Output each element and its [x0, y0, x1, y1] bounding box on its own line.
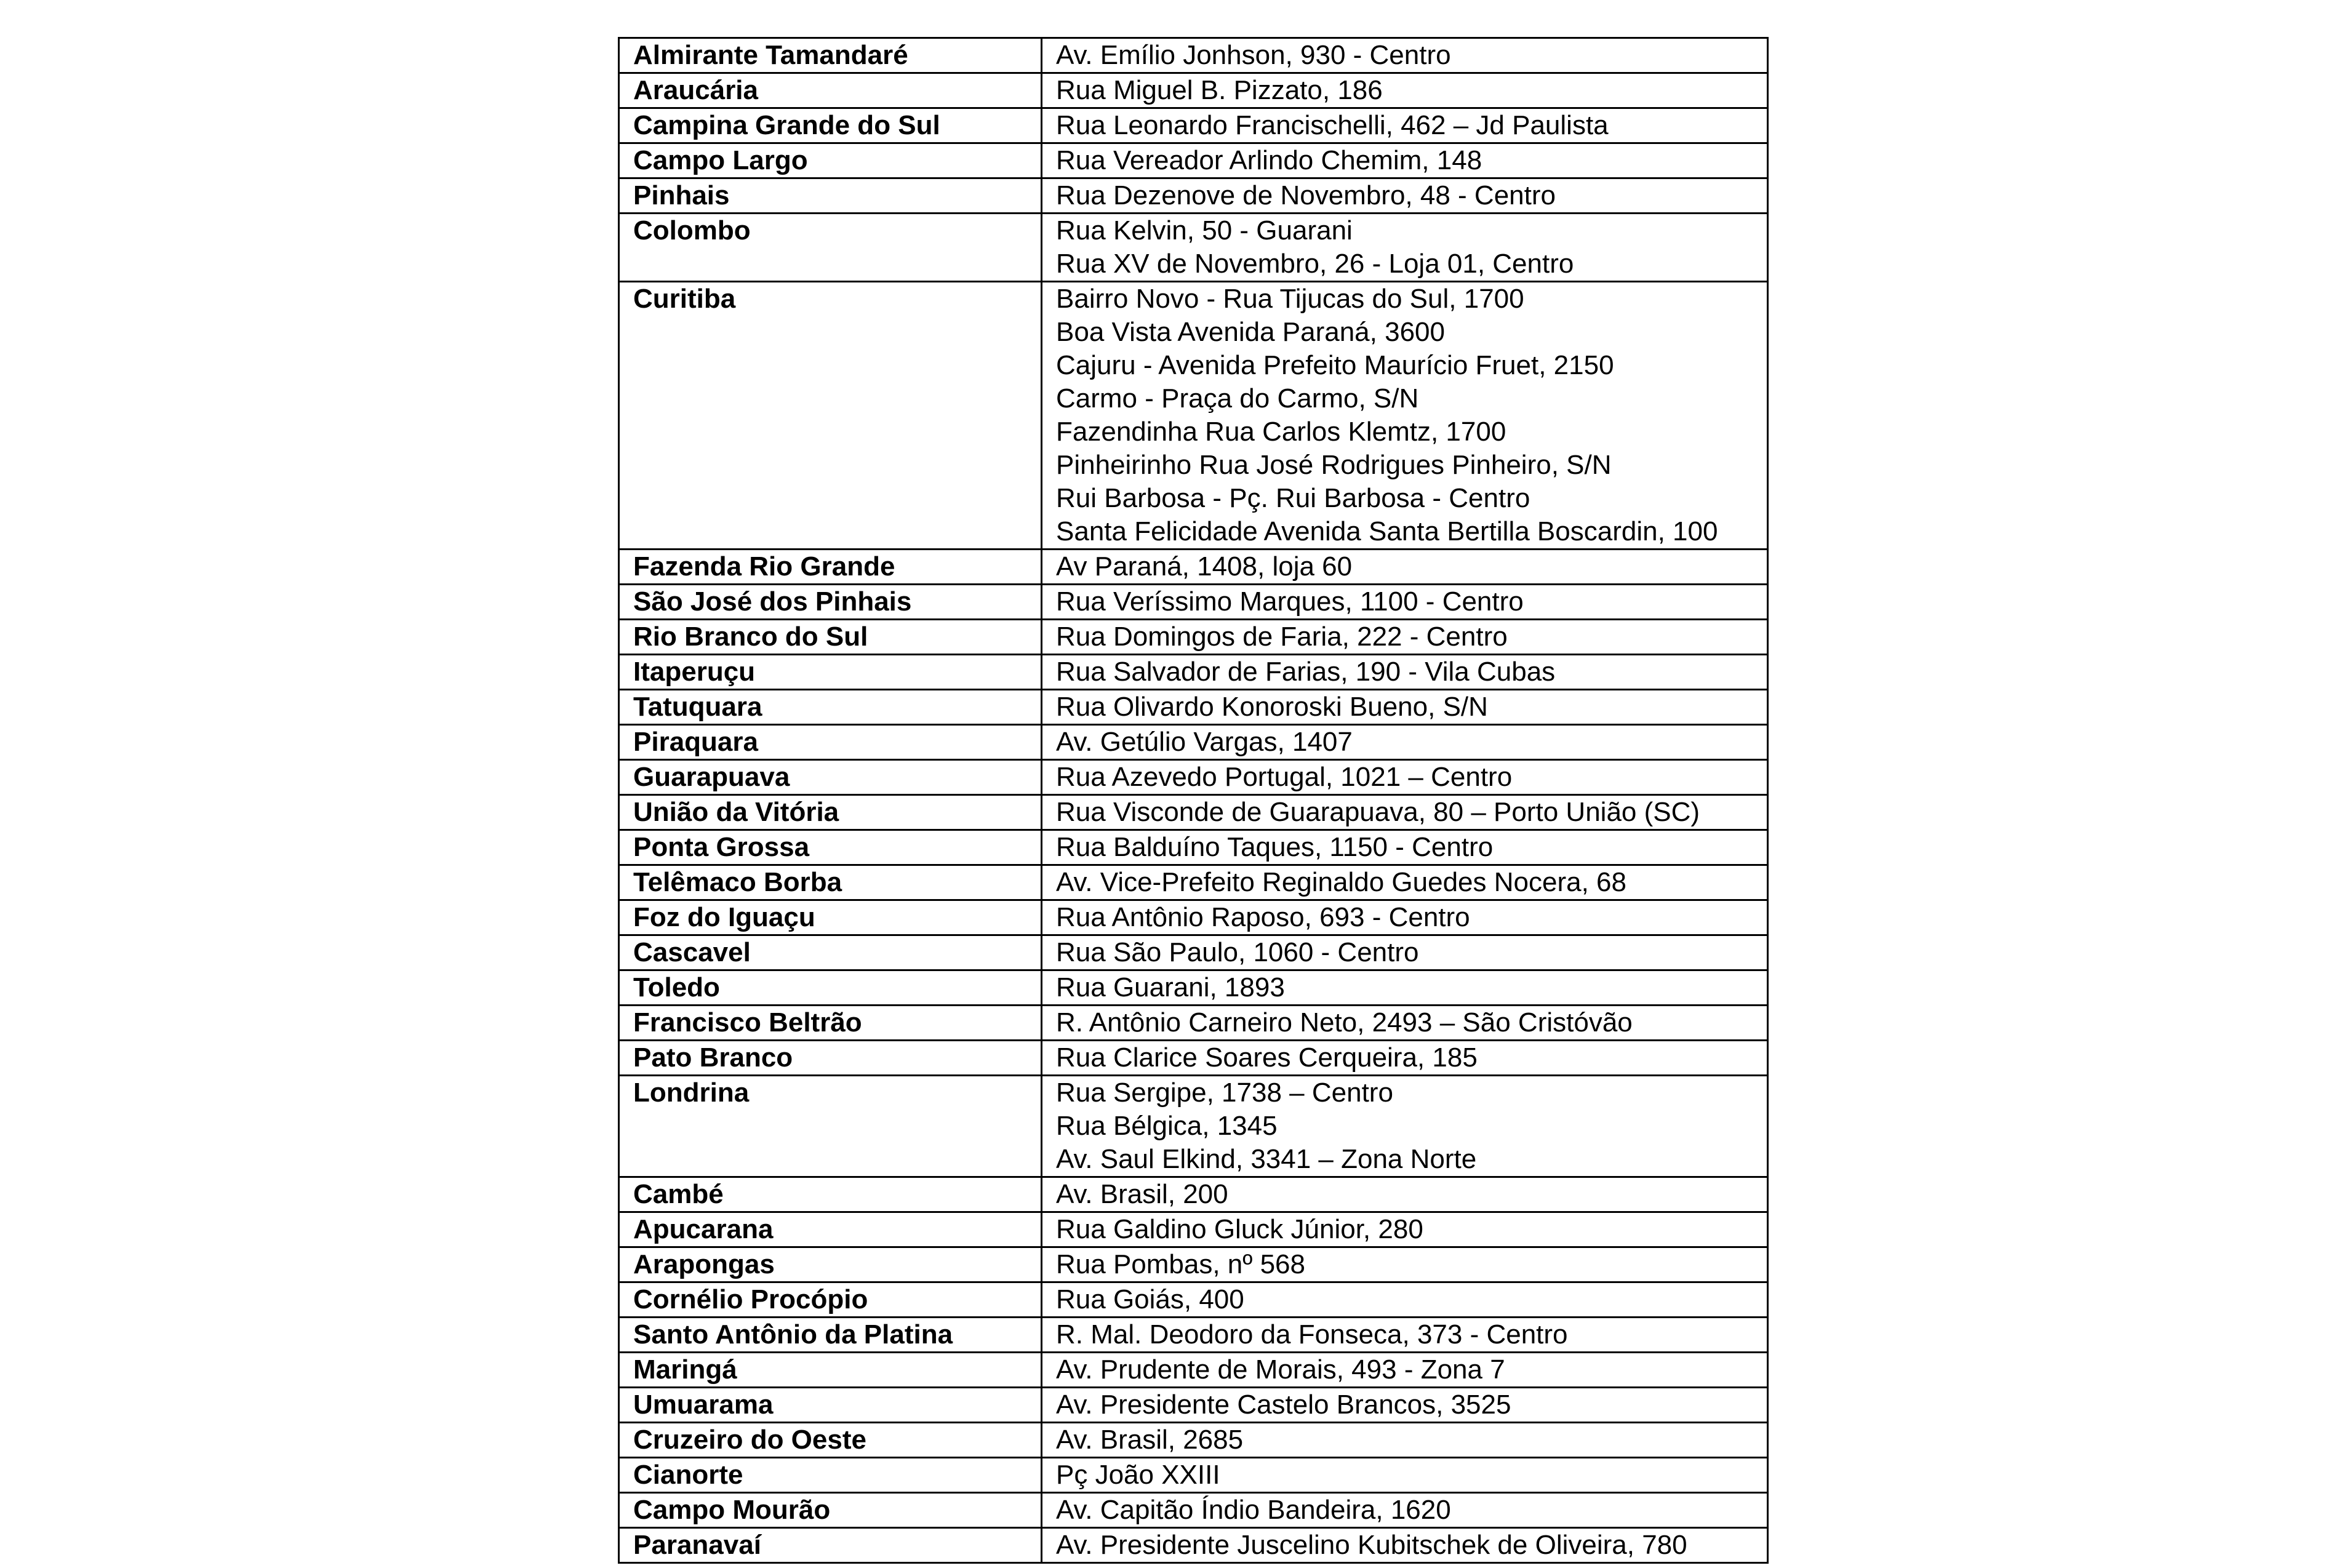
city-cell: Ponta Grossa [619, 830, 1042, 865]
table-row [619, 690, 1768, 725]
address-line: Rua Veríssimo Marques, 1100 - Centro [1056, 586, 1524, 617]
address-line: Rua Balduíno Taques, 1150 - Centro [1056, 832, 1494, 862]
table-row [619, 550, 1768, 585]
table-row [619, 1076, 1768, 1177]
city-cell: Tatuquara [619, 690, 1042, 725]
city-cell: Colombo [619, 214, 1042, 282]
table-row [619, 935, 1768, 970]
city-cell: Telêmaco Borba [619, 865, 1042, 900]
address-table-body [619, 38, 1768, 1563]
address-line: Av. Saul Elkind, 3341 – Zona Norte [1056, 1144, 1477, 1174]
address-line: Rua Bélgica, 1345 [1056, 1111, 1278, 1141]
city-cell: Cascavel [619, 935, 1042, 970]
city-cell: Apucarana [619, 1212, 1042, 1247]
address-table [618, 37, 1769, 1564]
table-row [619, 73, 1768, 108]
table-row [619, 900, 1768, 935]
address-cell [1042, 1247, 1768, 1282]
table-row [619, 1528, 1768, 1563]
city-cell: Santo Antônio da Platina [619, 1318, 1042, 1353]
address-cell [1042, 108, 1768, 143]
city-cell: União da Vitória [619, 795, 1042, 830]
city-cell: Piraquara [619, 725, 1042, 760]
address-cell [1042, 178, 1768, 214]
address-line: Rua Visconde de Guarapuava, 80 – Porto União (SC) [1056, 797, 1700, 827]
address-cell [1042, 690, 1768, 725]
address-line: R. Mal. Deodoro da Fonseca, 373 - Centro [1056, 1319, 1568, 1350]
city-cell: Paranavaí [619, 1528, 1042, 1563]
table-row [619, 795, 1768, 830]
address-cell [1042, 282, 1768, 550]
address-cell [1042, 900, 1768, 935]
address-line: Rua Leonardo Francischelli, 462 – Jd Paulista [1056, 110, 1609, 140]
address-cell [1042, 760, 1768, 795]
address-line: Rua Olivardo Konoroski Bueno, S/N [1056, 692, 1488, 722]
table-row [619, 585, 1768, 620]
address-cell [1042, 655, 1768, 690]
address-line: Rua Sergipe, 1738 – Centro [1056, 1078, 1393, 1108]
city-cell: Umuarama [619, 1388, 1042, 1423]
table-row [619, 1458, 1768, 1493]
table-row [619, 1353, 1768, 1388]
table-row [619, 282, 1768, 550]
city-cell: Araucária [619, 73, 1042, 108]
city-cell: Cornélio Procópio [619, 1282, 1042, 1318]
city-cell: Pato Branco [619, 1041, 1042, 1076]
address-cell [1042, 830, 1768, 865]
address-line: Av. Vice-Prefeito Reginaldo Guedes Nocera, 68 [1056, 867, 1626, 897]
address-line: Av. Brasil, 2685 [1056, 1425, 1244, 1455]
address-line: Santa Felicidade Avenida Santa Bertilla Boscardin, 100 [1056, 516, 1718, 546]
address-cell [1042, 970, 1768, 1006]
table-row [619, 108, 1768, 143]
address-line: Rua São Paulo, 1060 - Centro [1056, 937, 1419, 967]
address-line: Av. Presidente Juscelino Kubitschek de Oliveira, 780 [1056, 1530, 1687, 1560]
address-line: Rua Dezenove de Novembro, 48 - Centro [1056, 180, 1556, 210]
address-line: Cajuru - Avenida Prefeito Maurício Fruet, 2150 [1056, 350, 1614, 380]
table-row [619, 214, 1768, 282]
address-cell [1042, 620, 1768, 655]
address-line: Rua Antônio Raposo, 693 - Centro [1056, 902, 1470, 932]
table-row [619, 970, 1768, 1006]
address-line: Av. Emílio Jonhson, 930 - Centro [1056, 40, 1451, 70]
city-cell: São José dos Pinhais [619, 585, 1042, 620]
table-row [619, 1318, 1768, 1353]
address-cell [1042, 935, 1768, 970]
table-row [619, 1493, 1768, 1528]
address-cell [1042, 1318, 1768, 1353]
city-cell: Cruzeiro do Oeste [619, 1423, 1042, 1458]
table-row [619, 1006, 1768, 1041]
address-line: Rua XV de Novembro, 26 - Loja 01, Centro [1056, 249, 1574, 279]
city-cell: Curitiba [619, 282, 1042, 550]
city-cell: Londrina [619, 1076, 1042, 1177]
address-line: Rua Galdino Gluck Júnior, 280 [1056, 1214, 1423, 1244]
city-cell: Almirante Tamandaré [619, 38, 1042, 73]
city-cell: Foz do Iguaçu [619, 900, 1042, 935]
address-cell [1042, 550, 1768, 585]
city-cell: Fazenda Rio Grande [619, 550, 1042, 585]
city-cell: Toledo [619, 970, 1042, 1006]
address-cell [1042, 214, 1768, 282]
address-cell [1042, 1076, 1768, 1177]
address-line: Av. Getúlio Vargas, 1407 [1056, 727, 1353, 757]
table-row [619, 1247, 1768, 1282]
address-line: Av. Presidente Castelo Brancos, 3525 [1056, 1390, 1511, 1420]
table-row [619, 620, 1768, 655]
city-cell: Francisco Beltrão [619, 1006, 1042, 1041]
address-cell [1042, 1282, 1768, 1318]
address-cell [1042, 725, 1768, 760]
address-line: R. Antônio Carneiro Neto, 2493 – São Cristóvão [1056, 1007, 1633, 1038]
address-cell [1042, 865, 1768, 900]
city-cell: Rio Branco do Sul [619, 620, 1042, 655]
address-line: Rua Miguel B. Pizzato, 186 [1056, 75, 1383, 105]
address-cell [1042, 1528, 1768, 1563]
address-cell [1042, 38, 1768, 73]
address-line: Rua Salvador de Farias, 190 - Vila Cubas [1056, 657, 1556, 687]
address-cell [1042, 1353, 1768, 1388]
city-cell: Itaperuçu [619, 655, 1042, 690]
address-line: Rua Guarani, 1893 [1056, 972, 1285, 1002]
table-row [619, 865, 1768, 900]
address-cell [1042, 1493, 1768, 1528]
address-line: Carmo - Praça do Carmo, S/N [1056, 383, 1419, 414]
address-line: Boa Vista Avenida Paraná, 3600 [1056, 317, 1445, 347]
address-line: Pinheirinho Rua José Rodrigues Pinheiro, S/N [1056, 450, 1612, 480]
city-cell: Campo Largo [619, 143, 1042, 178]
address-cell [1042, 1212, 1768, 1247]
address-cell [1042, 73, 1768, 108]
table-row [619, 1282, 1768, 1318]
table-row [619, 143, 1768, 178]
address-cell [1042, 1458, 1768, 1493]
table-row [619, 725, 1768, 760]
address-line: Rua Goiás, 400 [1056, 1284, 1244, 1314]
table-row [619, 38, 1768, 73]
table-row [619, 760, 1768, 795]
table-row [619, 1177, 1768, 1212]
table-row [619, 1388, 1768, 1423]
table-row [619, 1212, 1768, 1247]
city-cell: Pinhais [619, 178, 1042, 214]
address-cell [1042, 1177, 1768, 1212]
address-line: Av. Capitão Índio Bandeira, 1620 [1056, 1495, 1451, 1525]
address-line: Rua Vereador Arlindo Chemim, 148 [1056, 145, 1482, 175]
address-cell [1042, 143, 1768, 178]
address-line: Rua Pombas, nº 568 [1056, 1249, 1305, 1279]
address-line: Av Paraná, 1408, loja 60 [1056, 551, 1353, 582]
table-row [619, 655, 1768, 690]
city-cell: Arapongas [619, 1247, 1042, 1282]
address-line: Rua Azevedo Portugal, 1021 – Centro [1056, 762, 1513, 792]
address-cell [1042, 1423, 1768, 1458]
address-cell [1042, 1041, 1768, 1076]
address-cell [1042, 1388, 1768, 1423]
table-row [619, 830, 1768, 865]
address-line: Fazendinha Rua Carlos Klemtz, 1700 [1056, 417, 1506, 447]
city-cell: Campo Mourão [619, 1493, 1042, 1528]
address-line: Pç João XXIII [1056, 1460, 1220, 1490]
address-line: Av. Prudente de Morais, 493 - Zona 7 [1056, 1354, 1505, 1385]
address-line: Rua Clarice Soares Cerqueira, 185 [1056, 1042, 1478, 1073]
address-line: Av. Brasil, 200 [1056, 1179, 1228, 1209]
address-line: Rua Kelvin, 50 - Guarani [1056, 215, 1353, 246]
address-cell [1042, 1006, 1768, 1041]
address-line: Bairro Novo - Rua Tijucas do Sul, 1700 [1056, 284, 1524, 314]
table-row [619, 1423, 1768, 1458]
table-row [619, 178, 1768, 214]
city-cell: Guarapuava [619, 760, 1042, 795]
city-cell: Campina Grande do Sul [619, 108, 1042, 143]
address-cell [1042, 585, 1768, 620]
city-cell: Cambé [619, 1177, 1042, 1212]
table-row [619, 1041, 1768, 1076]
address-cell [1042, 795, 1768, 830]
address-line: Rua Domingos de Faria, 222 - Centro [1056, 622, 1508, 652]
city-cell: Cianorte [619, 1458, 1042, 1493]
address-line: Rui Barbosa - Pç. Rui Barbosa - Centro [1056, 483, 1530, 513]
city-cell: Maringá [619, 1353, 1042, 1388]
